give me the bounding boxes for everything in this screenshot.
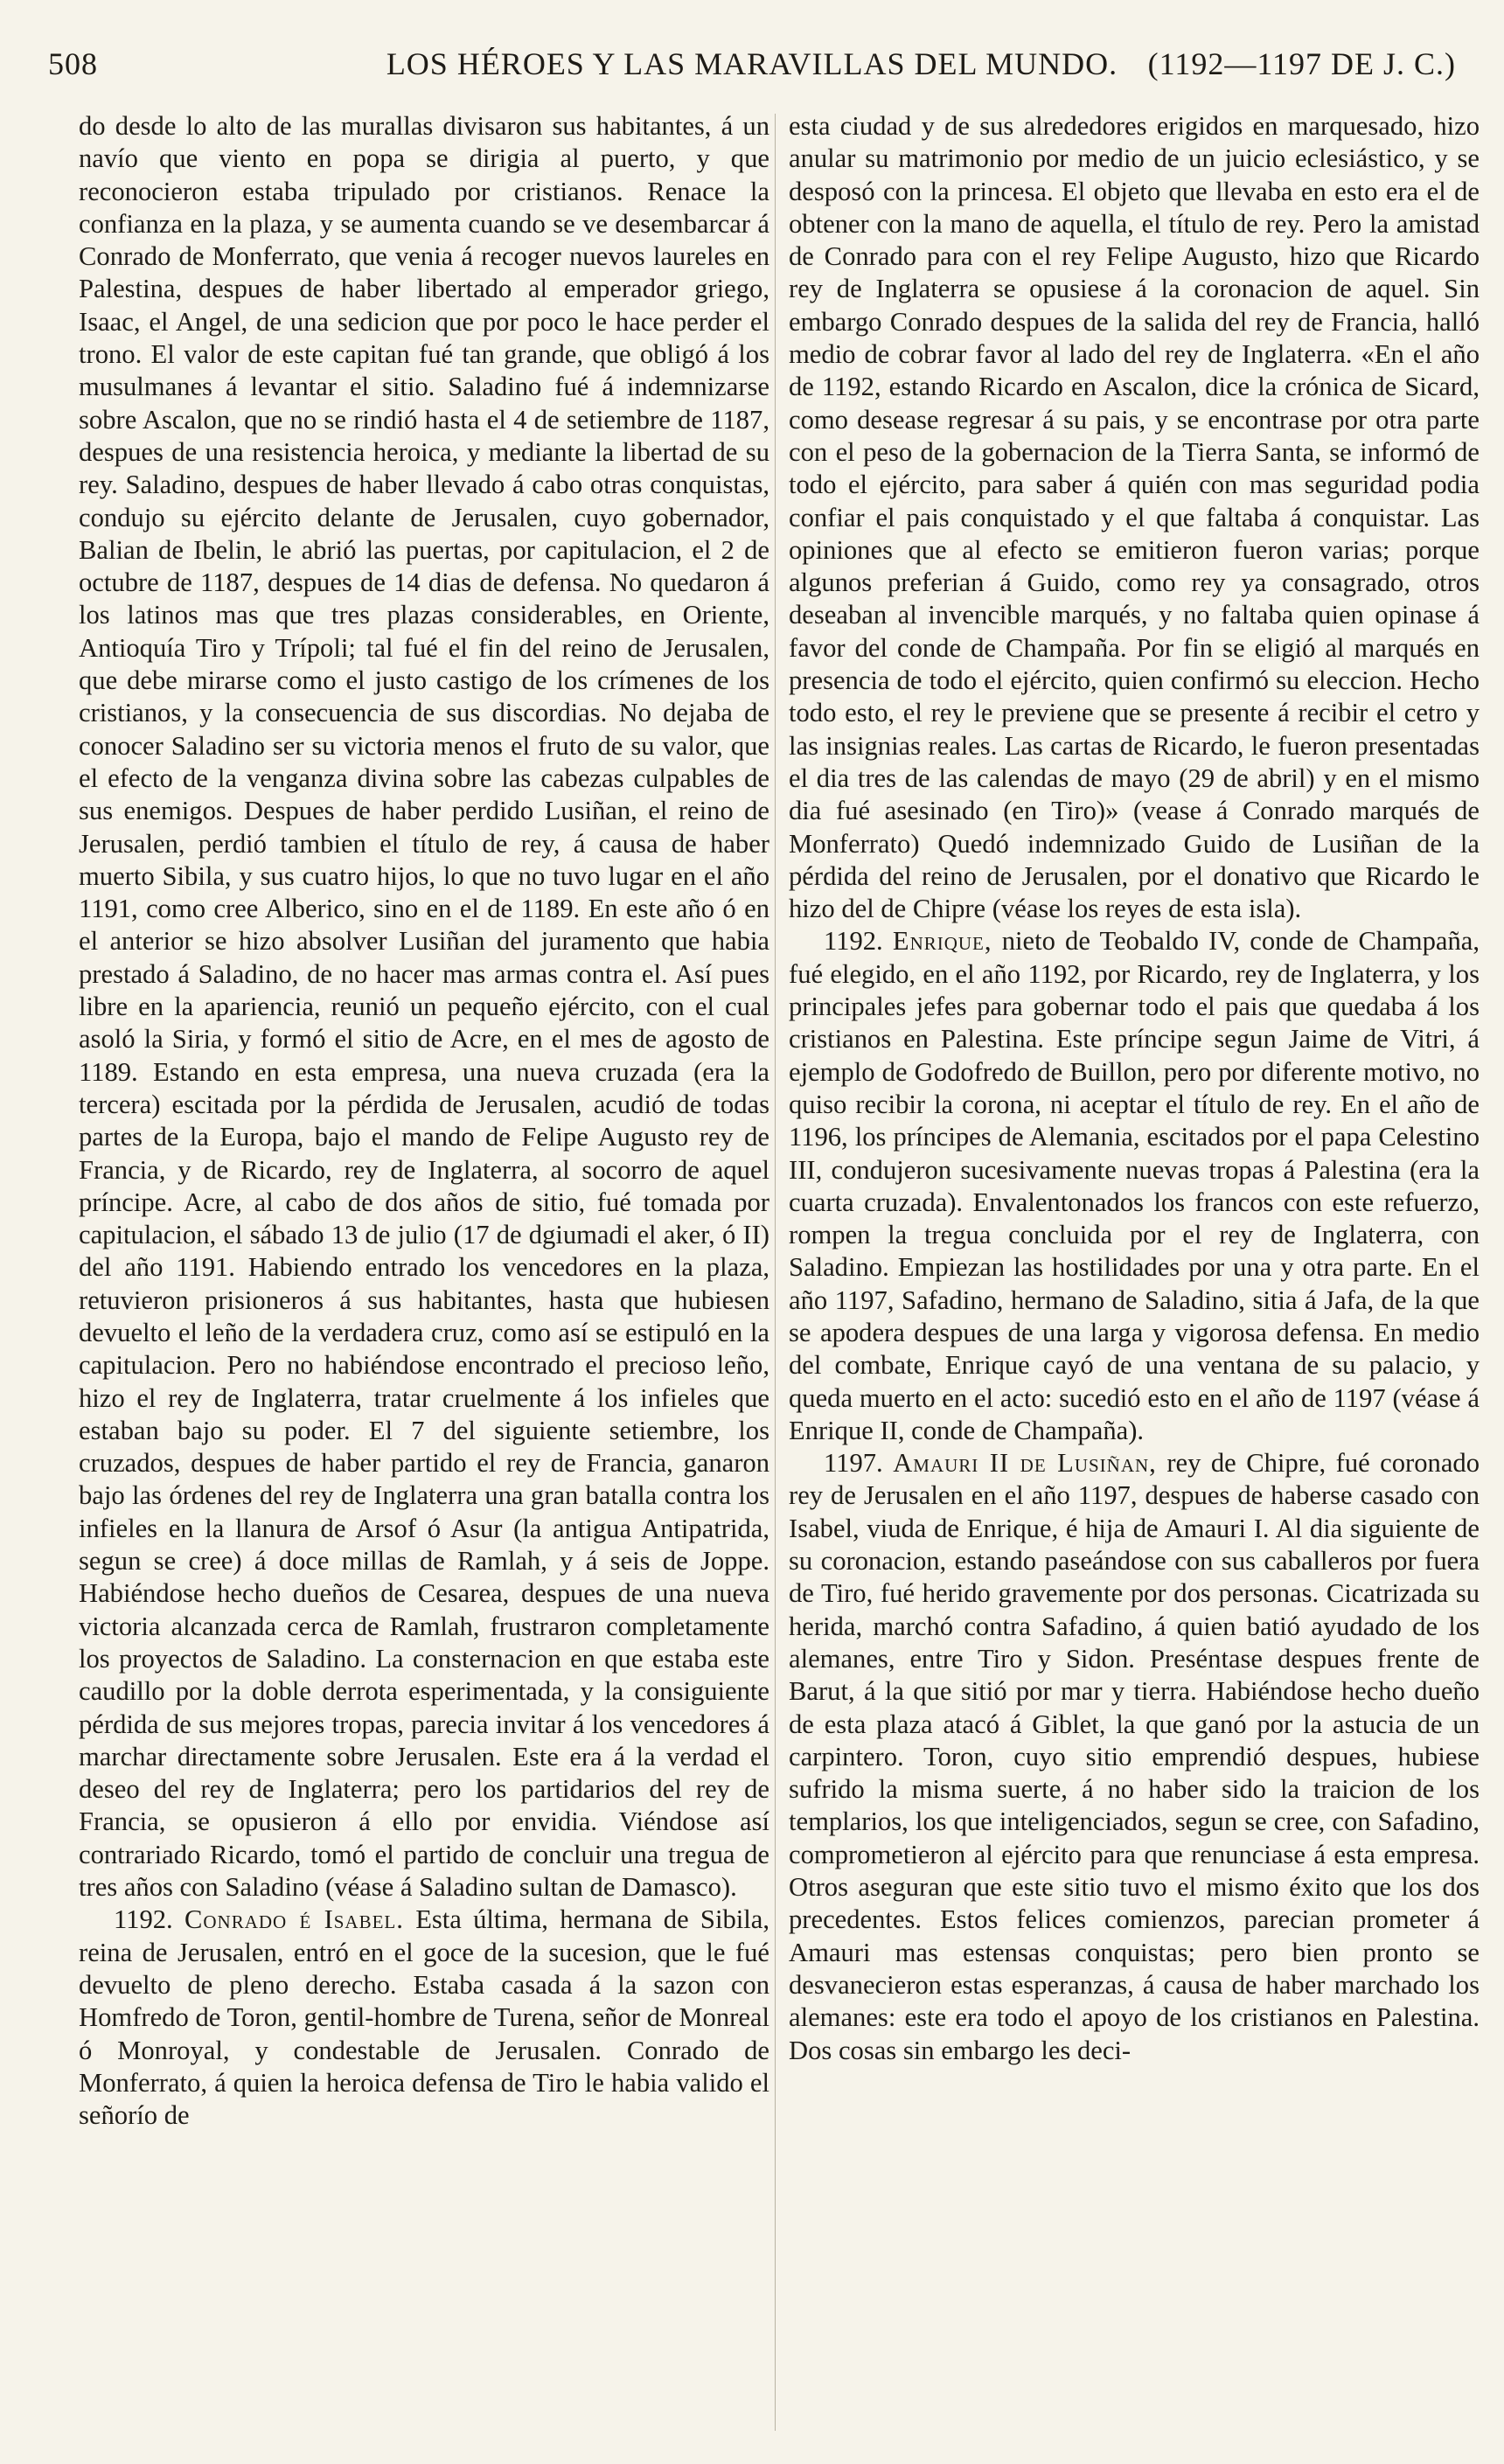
right-paragraph-continued: esta ciudad y de sus alrededores erigidos en marquesado, hizo anular su matrimonio por medio de un juicio eclesiástico, y se desposó con la princesa. El objeto que llevaba en esto era el de obtener con la mano de aquella, el título de rey. Pero la amistad de Conrado para con el rey Felipe Augusto, hizo que Ricardo rey de Inglaterra se opusiese á la coronacion de aquel. Sin embargo Conrado despues de la salida del rey de Francia, halló medio de cobrar favor al lado del rey de Inglaterra. «En el año de 1192, estando Ricardo en Ascalon, dice la crónica de Sicard, como desease regresar á su pais, y se encontrase por otra parte con el peso de la gobernacion de la Tierra Santa, se informó de todo el ejército, para saber á quién con mas seguridad podia confiar el pais conquistado y el que faltaba á conquistar. Las opiniones que al efecto se emitieron fueron varias; porque algunos preferian á Guido, como rey ya consagrado, otros deseaban al invencible marqués, y no faltaba quien opinase á favor del conde de Champaña. Por fin se eligió al marqués en presencia de todo el ejército, quien confirmó su eleccion. Hecho todo esto, el rey le previene que se presente á recibir el cetro y las insignias reales. Las cartas de Ricardo, le fueron presentadas el dia tres de las calendas de mayo (29 de abril) y en el mismo dia fué asesinado (en Tiro)» (vease á Conrado marqués de Monferrato) Quedó indemnizado Guido de Lusiñan de la pérdida del reino de Jerusalen, por el donativo que Ricardo le hizo del de Chipre (véase los reyes de esta isla). [789,111,1480,924]
entry-year: 1192. [114,1904,173,1935]
entry-text: nieto de Teobaldo IV, conde de Champaña, fué elegido, en el año 1192, por Ricardo, rey de Inglaterra, y los principales jefes para gobernar todo el pais que quedaba á los cristianos en Palestina. Este príncipe segun Jaime de Vitri, á ejemplo de Godofredo de Buillon, pero por diferente motivo, no quiso recibir la corona, ni aceptar el título de rey. En el año de 1196, los príncipes de Alemania, escitados por el papa Celestino III, condujeron sucesivamente nuevas tropas á Palestina (era la cuarta cruzada). Envalentonados los francos con este refuerzo, rompen la tregua concluida por el rey de Inglaterra, con Saladino. Empiezan las hostilidades por una y otra parte. En el año 1197, Safadino, hermano de Saladino, sitia á Jafa, de la que se apodera despues de una larga y vigorosa defensa. En medio del combate, Enrique cayó de una ventana de su palacio, y queda muerto en el acto: sucedió esto en el año de 1197 (véase á Enrique II, conde de Champaña). [789,926,1480,1445]
left-paragraph-continued: do desde lo alto de las murallas divisaron sus habitantes, á un navío que viento en popa se dirigia al puerto, y que reconocieron estaba tripulado por cristianos. Renace la confianza en la plaza, y se aumenta cuando se ve desembarcar á Conrado de Monferrato, que venia á recoger nuevos laureles en Palestina, despues de haber libertado al emperador griego, Isaac, el Angel, de una sedicion que por poco le hace perder el trono. El valor de este capitan fué tan grande, que obligó á los musulmanes á levantar el sitio. Saladino fué á indemnizarse sobre Ascalon, que no se rindió hasta el 4 de setiembre de 1187, despues de una resistencia heroica, y mediante la libertad de su rey. Saladino, despues de haber llevado á cabo otras conquistas, condujo su ejército delante de Jerusalen, cuyo gobernador, Balian de Ibelin, le abrió las puertas, por capitulacion, el 2 de octubre de 1187, despues de 14 dias de defensa. No quedaron á los latinos mas que tres plazas considerables, en Oriente, Antioquía Tiro y Trípoli; tal fué el fin del reino de Jerusalen, que debe mirarse como el justo castigo de los crímenes de los cristianos, y la consecuencia de sus discordias. No dejaba de conocer Saladino ser su victoria menos el fruto de su valor, que el efecto de la venganza divina sobre las cabezas culpables de sus enemigos. Despues de haber perdido Lusiñan, el reino de Jerusalen, perdió tambien el título de rey, á causa de haber muerto Sibila, y sus cuatro hijos, lo que no tuvo lugar en el año 1191, como cree Alberico, sino en el de 1189. En este año ó en el anterior se hizo absolver Lusiñan del juramento que habia prestado á Saladino, de no hacer mas armas contra el. Así pues libre en la apariencia, reunió un pequeño ejército, con el cual asoló la Siria, y formó el sitio de Acre, en el mes de agosto de 1189. Estando en esta empresa, una nueva cruzada (era la tercera) escitada por la pérdida de Jerusalen, acudió de todas partes de la Europa, bajo el mando de Felipe Augusto rey de Francia, y de Ricardo, rey de Inglaterra, al socorro de aquel príncipe. Acre, al cabo de dos años de sitio, fué tomada por capitulacion, el sábado 13 de julio (17 de dgiumadi el aker, ó II) del año 1191. Habiendo entrado los vencedores en la plaza, retuvieron prisioneros á sus habitantes, hasta que hubiesen devuelto el leño de la verdadera cruz, como así se estipuló en la capitulacion. Pero no habiéndose encontrado el precioso leño, hizo el rey de Inglaterra, tratar cruelmente á los infieles que estaban bajo su poder. El 7 del siguiente setiembre, los cruzados, despues de haber partido el rey de Francia, ganaron bajo las órdenes del rey de Inglaterra una gran batalla contra los infieles en la llanura de Arsof ó Asur (la antigua Antipatrida, segun se cree) á doce millas de Ramlah, y á seis de Joppe. Habiéndose hecho dueños de Cesarea, despues de una nueva victoria alcanzada cerca de Ramlah, frustraron completamente los proyectos de Saladino. La consternacion en que estaba este caudillo por la doble derrota esperimentada, y la consiguiente pérdida de sus mejores tropas, parecia invitar á los vencedores á marchar directamente sobre Jerusalen. Este era á la verdad el deseo del rey de Inglaterra; pero los partidarios del rey de Francia, se opusieron á ello por envidia. Viéndose así contrariado Ricardo, tomó el partido de concluir una tregua de tres años con Saladino (véase á Saladino sultan de Damasco). [79,111,769,1903]
entry-enrique [789,925,1480,1447]
entry-year: 1197. [824,1448,883,1479]
date-range: (1192—1197 DE J. C.) [1147,46,1456,81]
right-column [789,110,1480,2436]
running-title: LOS HÉROES Y LAS MARAVILLAS DEL MUNDO. [386,46,1118,81]
entry-year: 1192. [824,926,883,957]
entry-heading: Enrique, [892,926,992,957]
entry-heading: Conrado é Isabel. [184,1904,404,1935]
column-divider [775,114,776,2431]
entry-heading: Amauri II de Lusiñan, [893,1448,1157,1479]
page-header [48,45,1456,94]
entry-conrado-isabel [79,1904,769,2132]
entry-text: rey de Chipre, fué coronado rey de Jerusalen en el año 1197, despues de haberse casado con Isabel, viuda de Enrique, é hija de Amauri I. Al dia siguiente de su coronacion, estando paseándose con sus caballeros por fuera de Tiro, fué herido gravemente por dos personas. Cicatrizada su herida, marchó contra Safadino, á quien batió ayudado de los alemanes, entre Tiro y Sidon. Preséntase despues frente de Barut, á la que sitió por mar y tierra. Habiéndose hecho dueño de esta plaza atacó á Giblet, la que ganó por la astucia de un carpintero. Toron, cuyo sitio emprendió despues, hubiese sufrido la misma suerte, á no haber sido la traicion de los templarios, los que inteligenciados, segun se cree, con Safadino, comprometieron al ejército para que renunciase á esta empresa. Otros aseguran que este sitio tuvo el mismo éxito que los dos precedentes. Estos felices comienzos, parecian prometer á Amauri mas estensas conquistas; pero bien pronto se desvanecieron estas esperanzas, á causa de haber marchado los alemanes: este era todo el apoyo de los cristianos en Palestina. Dos cosas sin embargo les deci- [789,1448,1480,2065]
entry-text: Esta última, hermana de Sibila, reina de Jerusalen, entró en el goce de la sucesion, que le fué devuelto de pleno derecho. Estaba casada á la sazon con Homfredo de Toron, gentil-hombre de Turena, señor de Monreal ó Monroyal, y condestable de Jerusalen. Conrado de Monferrato, á quien la heroica defensa de Tiro le habia valido el señorío de [79,1904,769,2131]
entry-amauri [789,1447,1480,2067]
left-column [79,110,769,2436]
page-number: 508 [48,46,98,81]
